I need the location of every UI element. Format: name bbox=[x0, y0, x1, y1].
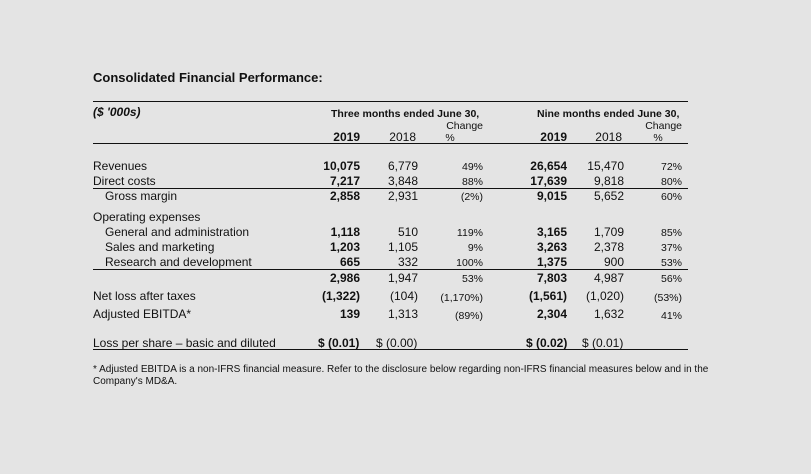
row-label: Revenues bbox=[93, 159, 148, 173]
nine-months-header: Nine months ended June 30, bbox=[537, 108, 680, 120]
nine-change-value: 60% bbox=[660, 191, 682, 203]
nine-change-value: 41% bbox=[660, 310, 682, 322]
nine-2018-value: 4,987 bbox=[593, 271, 624, 285]
three-change-value: 49% bbox=[461, 161, 483, 173]
nine-change-value: 56% bbox=[660, 273, 682, 285]
three-change-value: 88% bbox=[461, 176, 483, 188]
three-2018-value: 1,313 bbox=[387, 307, 418, 321]
three-2018-value: 2,931 bbox=[387, 189, 418, 203]
three-2018-value: 510 bbox=[397, 225, 418, 239]
three-2019-value: $ (0.01) bbox=[318, 336, 360, 350]
footnote: * Adjusted EBITDA is a non-IFRS financial measure. Refer to the disclosure below regarding non-IFRS financial measures below and in the Company's MD&A. bbox=[93, 364, 709, 387]
row-label: General and administration bbox=[105, 225, 250, 239]
three-2018-value: 332 bbox=[397, 255, 418, 269]
nine-2019-value: 9,015 bbox=[536, 189, 567, 203]
nine-change-pct: % bbox=[653, 132, 663, 144]
row-label: Research and development bbox=[105, 255, 252, 269]
nine-year-2019: 2019 bbox=[540, 130, 567, 144]
three-change-value: (89%) bbox=[454, 310, 483, 322]
three-change-value: (1,170%) bbox=[440, 292, 483, 304]
three-2018-value: (104) bbox=[389, 289, 418, 303]
three-2019-value: 2,986 bbox=[329, 271, 360, 285]
three-2019-value: 665 bbox=[339, 255, 360, 269]
three-2019-value: 1,118 bbox=[330, 225, 360, 239]
nine-2019-value: 3,263 bbox=[536, 240, 567, 254]
opex-total-rule bbox=[93, 269, 688, 270]
three-year-2019: 2019 bbox=[333, 130, 360, 144]
nine-2019-value: 17,639 bbox=[530, 174, 567, 188]
three-2018-value: 6,779 bbox=[387, 159, 418, 173]
nine-2019-value: $ (0.02) bbox=[526, 336, 568, 350]
row-label: Operating expenses bbox=[93, 210, 201, 224]
three-2018-value: $ (0.00) bbox=[376, 336, 418, 350]
nine-2018-value: 15,470 bbox=[587, 159, 624, 173]
three-change-value: 100% bbox=[456, 257, 483, 269]
three-months-header: Three months ended June 30, bbox=[331, 108, 480, 120]
nine-2018-value: 1,709 bbox=[593, 225, 624, 239]
row-label: Net loss after taxes bbox=[93, 289, 196, 303]
three-change-value: 119% bbox=[456, 227, 483, 239]
row-label: Loss per share – basic and diluted bbox=[93, 336, 276, 350]
nine-2019-value: (1,561) bbox=[528, 289, 567, 303]
three-2018-value: 1,105 bbox=[387, 240, 418, 254]
bottom-rule bbox=[93, 349, 688, 350]
three-change-value: 9% bbox=[467, 242, 483, 254]
three-2019-value: 10,075 bbox=[323, 159, 360, 173]
nine-change-value: 80% bbox=[660, 176, 682, 188]
three-2019-value: 7,217 bbox=[329, 174, 360, 188]
three-2019-value: 2,858 bbox=[329, 189, 360, 203]
nine-2018-value: 5,652 bbox=[593, 189, 624, 203]
three-change-pct: % bbox=[445, 132, 455, 144]
three-change-value: (2%) bbox=[460, 191, 483, 203]
three-2019-value: (1,322) bbox=[321, 289, 360, 303]
three-2019-value: 139 bbox=[339, 307, 360, 321]
nine-2018-value: 1,632 bbox=[593, 307, 624, 321]
three-year-2018: 2018 bbox=[389, 130, 416, 144]
nine-2018-value: 9,818 bbox=[593, 174, 624, 188]
three-2018-value: 3,848 bbox=[387, 174, 418, 188]
nine-2019-value: 1,375 bbox=[536, 255, 567, 269]
units-label: ($ '000s) bbox=[93, 105, 141, 119]
nine-2019-value: 7,803 bbox=[536, 271, 567, 285]
row-label: Gross margin bbox=[105, 189, 178, 203]
three-2018-value: 1,947 bbox=[387, 271, 418, 285]
row-label: Adjusted EBITDA* bbox=[93, 307, 192, 321]
nine-2019-value: 2,304 bbox=[536, 307, 567, 321]
nine-year-2018: 2018 bbox=[595, 130, 622, 144]
nine-change-value: 72% bbox=[660, 161, 682, 173]
table-title: Consolidated Financial Performance: bbox=[93, 70, 323, 85]
three-change-label: Change bbox=[446, 120, 483, 132]
nine-change-value: 37% bbox=[660, 242, 682, 254]
nine-change-label: Change bbox=[645, 120, 682, 132]
row-label: Sales and marketing bbox=[105, 240, 215, 254]
nine-change-value: 53% bbox=[660, 257, 682, 269]
three-2019-value: 1,203 bbox=[329, 240, 360, 254]
three-change-value: 53% bbox=[461, 273, 483, 285]
nine-2018-value: 900 bbox=[603, 255, 624, 269]
nine-2019-value: 26,654 bbox=[530, 159, 567, 173]
nine-change-value: (53%) bbox=[653, 292, 682, 304]
nine-2019-value: 3,165 bbox=[536, 225, 567, 239]
nine-2018-value: 2,378 bbox=[593, 240, 624, 254]
nine-change-value: 85% bbox=[660, 227, 682, 239]
top-rule bbox=[93, 101, 688, 102]
row-label: Direct costs bbox=[93, 174, 156, 188]
nine-2018-value: (1,020) bbox=[585, 289, 624, 303]
nine-2018-value: $ (0.01) bbox=[582, 336, 624, 350]
